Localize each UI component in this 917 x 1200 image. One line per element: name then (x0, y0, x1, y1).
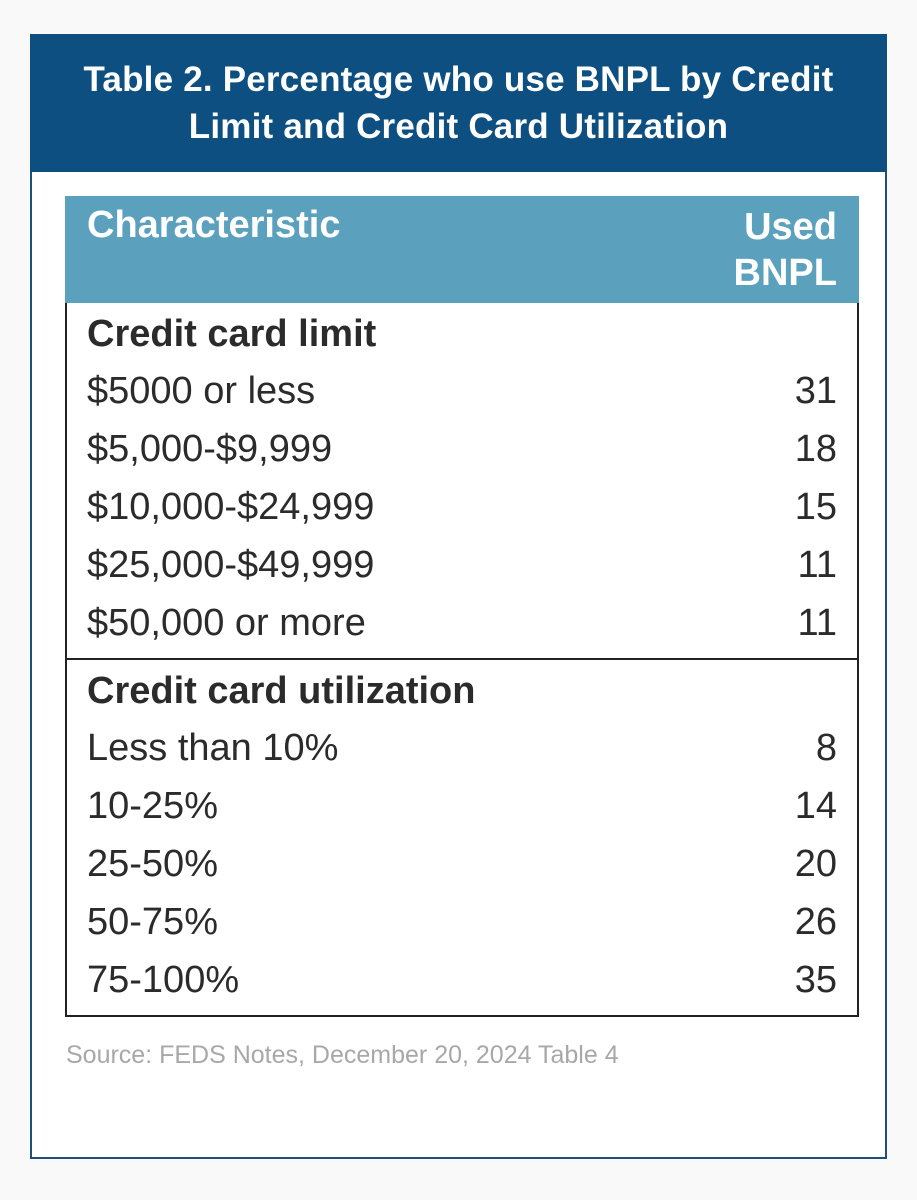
header-used-line2: BNPL (733, 252, 837, 294)
row-label: $10,000-$24,999 (87, 486, 375, 528)
table-row (67, 362, 857, 420)
table-row (67, 594, 857, 652)
row-value: 35 (794, 959, 837, 1001)
row-label: $25,000-$49,999 (87, 544, 375, 586)
row-label: $5,000-$9,999 (87, 428, 333, 470)
section-title: Credit card limit (87, 313, 377, 355)
data-table (65, 196, 859, 1017)
table-row (67, 719, 857, 777)
row-value: 15 (794, 486, 837, 528)
row-label: 10-25% (87, 785, 218, 827)
row-label: $50,000 or more (87, 602, 366, 644)
table-title: Table 2. Percentage who use BNPL by Credit Limit and Credit Card Utilization (83, 60, 834, 146)
row-label: $5000 or less (87, 370, 316, 412)
row-value: 18 (794, 428, 837, 470)
header-used-line1: Used (744, 206, 837, 248)
header-characteristic: Characteristic (87, 204, 341, 246)
section-title: Credit card utilization (87, 670, 476, 712)
header-used-bnpl (734, 204, 837, 296)
table-row (67, 536, 857, 594)
row-label: 50-75% (87, 901, 218, 943)
row-label: 25-50% (87, 843, 218, 885)
row-value: 14 (794, 785, 837, 827)
row-value: 31 (794, 370, 837, 412)
row-label: 75-100% (87, 959, 240, 1001)
row-value: 11 (797, 544, 837, 586)
row-value: 20 (794, 843, 837, 885)
row-label: Less than 10% (87, 727, 339, 769)
table-row (67, 835, 857, 893)
row-value: 8 (815, 727, 837, 769)
row-value: 26 (794, 901, 837, 943)
row-value: 11 (797, 602, 837, 644)
table-header-row (65, 196, 859, 303)
table-row (67, 478, 857, 536)
section-credit-card-utilization (65, 660, 859, 1017)
table-row (67, 893, 857, 951)
source-note: Source: FEDS Notes, December 20, 2024 Table 4 (66, 1041, 619, 1069)
table-row (67, 420, 857, 478)
title-bar (30, 34, 887, 172)
table-row (67, 777, 857, 835)
table-row (67, 951, 857, 1009)
section-credit-card-limit (65, 303, 859, 660)
table-card (30, 34, 887, 1159)
